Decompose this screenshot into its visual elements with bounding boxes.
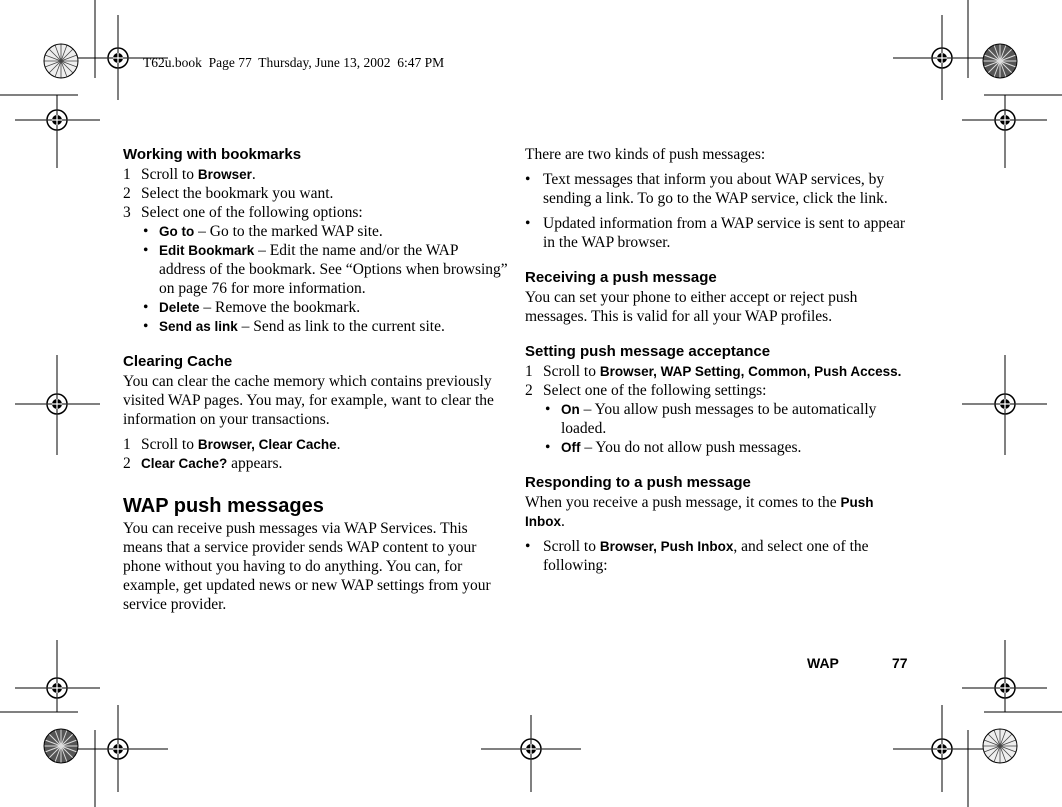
responding-heading: Responding to a push message bbox=[525, 474, 751, 491]
page-footer bbox=[807, 655, 908, 671]
cache-step-1: 1 Scroll to Browser, Clear Cache. bbox=[123, 436, 341, 453]
bookmarks-step-1: 1 Scroll to Browser. bbox=[123, 166, 256, 183]
option-send-as-link: • Send as link – Send as link to the current site. bbox=[143, 318, 445, 335]
bookmarks-step-3: 3 Select one of the following options: bbox=[123, 204, 363, 221]
push-kinds-intro: There are two kinds of push messages: bbox=[525, 146, 766, 163]
bookmarks-heading: Working with bookmarks bbox=[123, 146, 302, 163]
push-kind-update: • Updated information from a WAP service is sent to appear in the WAP browser. bbox=[525, 215, 905, 251]
cache-step-2: 2 Clear Cache? appears. bbox=[123, 455, 283, 472]
clearing-cache-heading: Clearing Cache bbox=[123, 353, 233, 370]
bookmarks-step-2: 2 Select the bookmark you want. bbox=[123, 185, 334, 202]
wap-push-heading: WAP push messages bbox=[123, 495, 324, 517]
push-kind-text: • Text messages that inform you about WAP services, by sending a link. To go to the WAP service, click the link. bbox=[525, 171, 888, 207]
responding-body: When you receive a push message, it comes to the Push Inbox. bbox=[525, 494, 874, 530]
footer-section: WAP bbox=[807, 655, 839, 671]
page-number: 77 bbox=[892, 655, 908, 671]
setting-on: • On – You allow push messages to be automatically loaded. bbox=[545, 401, 877, 437]
receiving-heading: Receiving a push message bbox=[525, 269, 717, 286]
print-slug bbox=[143, 55, 444, 71]
receiving-body: You can set your phone to either accept or reject push messages. This is valid for all your WAP profiles. bbox=[525, 289, 858, 325]
acceptance-step-2: 2 Select one of the following settings: bbox=[525, 382, 767, 399]
clearing-cache-body: You can clear the cache memory which contains previously visited WAP pages. You may, for example, want to clear the information on your transactions. bbox=[123, 373, 494, 428]
right-column bbox=[525, 145, 915, 575]
wap-push-body: You can receive push messages via WAP Services. This means that a service provider sends WAP content to your phone without you having to do anything. You can, for example, get updated news or new WAP settings from your service provider. bbox=[123, 520, 491, 613]
option-go-to: • Go to – Go to the marked WAP site. bbox=[143, 223, 383, 240]
slug-time: 6:47 PM bbox=[397, 55, 445, 70]
option-edit-bookmark: • Edit Bookmark – Edit the name and/or the WAP address of the bookmark. See “Options when browsing” on page 76 for more information. bbox=[143, 242, 508, 297]
slug-page: Page 77 bbox=[208, 55, 252, 70]
option-delete: • Delete – Remove the bookmark. bbox=[143, 299, 361, 316]
left-column bbox=[123, 145, 508, 614]
acceptance-step-1: 1 Scroll to Browser, WAP Setting, Common, Push Access. bbox=[525, 363, 902, 380]
acceptance-heading: Setting push message acceptance bbox=[525, 343, 771, 360]
responding-bullet: • Scroll to Browser, Push Inbox, and select one of the following: bbox=[525, 538, 869, 574]
slug-date: Thursday, June 13, 2002 bbox=[258, 55, 391, 70]
slug-book: T62u.book bbox=[143, 55, 202, 70]
setting-off: • Off – You do not allow push messages. bbox=[545, 439, 802, 456]
